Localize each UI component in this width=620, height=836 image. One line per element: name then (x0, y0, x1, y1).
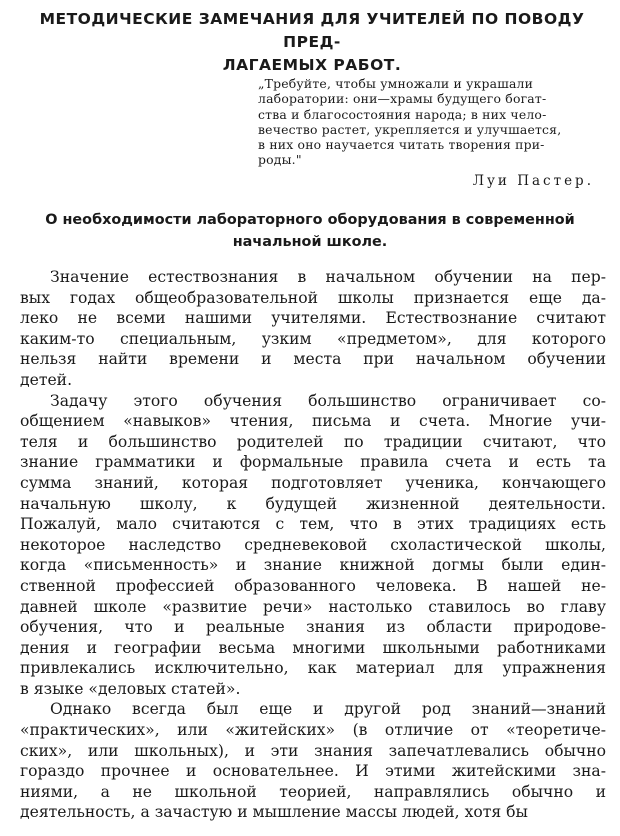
text-line: «практических», или «житейских» (в отличие от «теоретиче- (20, 721, 606, 740)
epigraph-line: вечество растет, укрепляется и улучшается, (258, 121, 562, 137)
text-line: деятельность, а зачастую и мышление массы людей, хотя бы (20, 803, 528, 822)
text-line: детей. (20, 370, 73, 389)
section-heading (30, 209, 590, 253)
text-line: знание грамматики и формальные правила счета и есть та (20, 453, 606, 472)
epigraph-author: Луи Пастер. (472, 172, 594, 189)
text-line: ских», или школьных), и эти знания запечатлевались обычно (20, 741, 606, 760)
text-line: начальную школу, к будущей жизненной деятельности. (20, 494, 606, 513)
title-line: МЕТОДИЧЕСКИЕ ЗАМЕЧАНИЯ ДЛЯ УЧИТЕЛЕЙ ПО ПОВОДУ ПРЕД- (39, 10, 585, 51)
text-line: гораздо прочнее и основательнее. И этими житейскими зна- (20, 762, 606, 781)
body-text (20, 267, 606, 823)
epigraph (258, 76, 610, 189)
text-line: когда «письменность» и знание книжной догмы были един- (20, 556, 606, 575)
title-line: ЛАГАЕМЫХ РАБОТ. (222, 56, 402, 74)
page-title (18, 8, 606, 77)
text-line: нельзя найти времени и места при начальном обучении (20, 350, 606, 369)
heading-line: начальной школе. (232, 234, 388, 250)
text-line: ниями, а не школьной теорией, направлялись обычно и (20, 782, 606, 801)
text-line: привлекались исключительно, как материал для упражнения (20, 659, 606, 678)
text-line: Значение естествознания в начальном обучении на пер- (50, 268, 606, 286)
epigraph-line: в них оно научается читать творения при- (258, 137, 545, 153)
paragraph (20, 267, 606, 391)
text-line: давней школе «развитие речи» настолько ставилось во главу (20, 597, 606, 616)
text-line: Пожалуй, мало считаются с тем, что в этих традициях есть (20, 515, 606, 534)
heading-line: О необходимости лабораторного оборудования в современной (45, 212, 575, 228)
text-line: общением «навыков» чтения, письма и счета. Многие учи- (20, 412, 606, 431)
text-line: в языке «деловых статей». (20, 679, 241, 698)
text-line: ственной профессией образованного человека. В нашей не- (20, 576, 606, 595)
text-line: вых годах общеобразовательной школы признается еще да- (20, 288, 606, 307)
epigraph-line: ства и благосостояния народа; в них чело- (258, 106, 547, 122)
paragraph (20, 391, 606, 700)
epigraph-line: роды." (258, 152, 302, 168)
epigraph-line: „Требуйте, чтобы умножали и украшали (258, 76, 534, 91)
text-line: обучения, что и реальные знания из области природове- (20, 618, 606, 637)
text-line: каким-то специальным, узким «предметом», для которого (20, 329, 606, 348)
text-line: некоторое наследство средневековой схоластической школы, (20, 535, 606, 554)
paragraph (20, 699, 606, 823)
text-line: Задачу этого обучения большинство ограничивает со- (50, 391, 606, 410)
text-line: леко не всеми нашими учителями. Естествознание считают (20, 309, 606, 328)
text-line: Однако всегда был еще и другой род знаний—знаний (50, 700, 606, 719)
text-line: сумма знаний, которая подготовляет ученика, кончающего (20, 473, 606, 492)
text-line: теля и большинство родителей по традиции считают, что (20, 432, 606, 451)
epigraph-line: лаборатории: они—храмы будущего богат- (258, 91, 547, 107)
text-line: дения и географии весьма многими школьными работниками (20, 638, 606, 657)
